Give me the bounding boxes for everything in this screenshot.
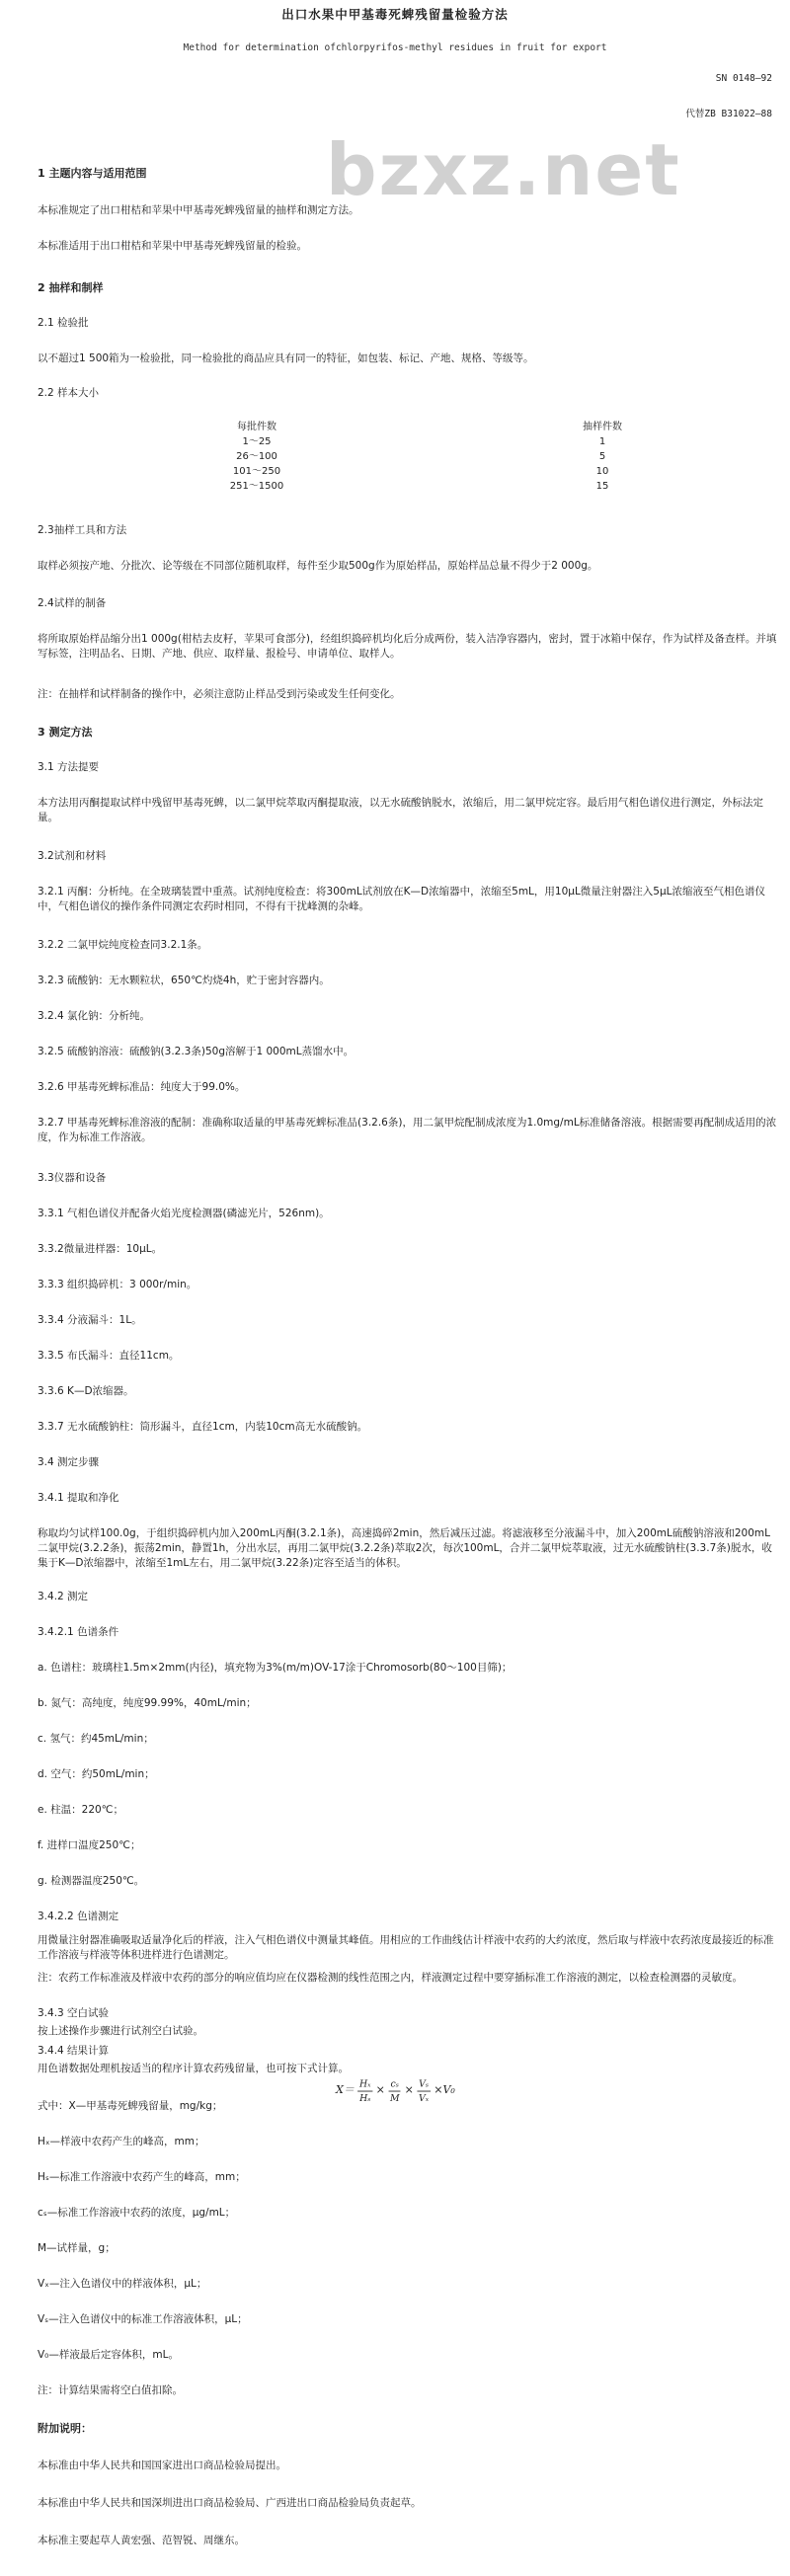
section-3-4-4-paragraph: 用色谱数据处理机按适当的程序计算农药残留量，也可按下式计算。 (38, 2063, 349, 2074)
formula-numerator: Hₓ (357, 2077, 372, 2091)
item-3-3-1: 3.3.1 气相色谱仪并配备火焰光度检测器(磷滤光片，526nm)。 (38, 1208, 330, 1219)
section-1-paragraph-1: 本标准规定了出口柑桔和苹果中甲基毒死蜱残留量的抽样和测定方法。 (38, 204, 359, 216)
section-2-1-heading: 2.1 检验批 (38, 317, 89, 329)
item-3-3-4: 3.3.4 分液漏斗：1L。 (38, 1314, 142, 1326)
table-header-cell: 抽样件数 (583, 422, 622, 432)
gc-condition-d: d. 空气：约50mL/min； (38, 1768, 155, 1780)
section-2-4-heading: 2.4试样的制备 (38, 597, 107, 609)
item-3-2-3: 3.2.3 硫酸钠：无水颗粒状，650℃灼烧4h，贮于密封容器内。 (38, 975, 330, 986)
section-3-4-3-heading: 3.4.3 空白试验 (38, 2007, 110, 2019)
formula-denominator: Hₛ (359, 2092, 371, 2104)
section-2-4-note: 注：在抽样和试样制备的操作中，必须注意防止样品受到污染或发生任何变化。 (38, 688, 401, 700)
formula-lhs: X＝ (336, 2083, 355, 2097)
where-vs: Vₛ—注入色谱仪中的标准工作溶液体积，μL； (38, 2313, 248, 2325)
where-m: M—试样量，g； (38, 2242, 116, 2254)
section-2-1-paragraph: 以不超过1 500箱为一检验批，同一检验批的商品应具有同一的特征，如包装、标记、产地、规格、等级等。 (38, 352, 534, 364)
section-1-heading: 1 主题内容与适用范围 (38, 167, 147, 180)
where-x: 式中：X—甲基毒死蜱残留量，mg/kg； (38, 2100, 223, 2112)
section-2-heading: 2 抽样和制样 (38, 281, 104, 294)
section-3-4-4-note: 注：计算结果需将空白值扣除。 (38, 2384, 183, 2396)
formula-numerator: cₛ (389, 2077, 401, 2091)
table-row (158, 480, 672, 495)
where-cs: cₛ—标准工作溶液中农药的浓度，μg/mL； (38, 2207, 236, 2219)
gc-condition-f: f. 进样口温度250℃； (38, 1839, 141, 1851)
where-hs: Hₛ—标准工作溶液中农药产生的峰高，mm； (38, 2171, 246, 2183)
where-vx: Vₓ—注入色谱仪中的样液体积，μL； (38, 2278, 207, 2290)
section-2-3-heading: 2.3抽样工具和方法 (38, 524, 127, 536)
item-3-2-7: 3.2.7 甲基毒死蜱标准溶液的配制：准确称取适量的甲基毒死蜱标准品(3.2.6条)，用二氯甲烷配制成浓度为1.0mg/mL标准储备溶液。根据需要再配制成适用的浓度，作为标准工作溶液。 (38, 1117, 777, 1144)
table-cell: 1～25 (242, 436, 272, 447)
gc-condition-a: a. 色谱柱：玻璃柱1.5m×2mm(内径)，填充物为3%(m/m)OV-17涂于Chromosorb(80～100目筛)； (38, 1662, 513, 1674)
table-row (158, 450, 672, 465)
section-3-heading: 3 测定方法 (38, 726, 93, 739)
gc-condition-c: c. 氢气：约45mL/min； (38, 1733, 154, 1745)
section-3-4-2-2-heading: 3.4.2.2 色谱测定 (38, 1911, 119, 1922)
section-2-4-paragraph: 将所取原始样品缩分出1 000g(柑桔去皮籽，苹果可食部分)，经组织捣碎机均化后分成两份，装入洁净容器内，密封，置于冰箱中保存，作为试样及备查样。并填写标签，注明品名、日期、产地、供应、取样量、报检号、申请单位、取样人。 (38, 633, 777, 661)
gc-condition-e: e. 柱温：220℃； (38, 1804, 123, 1816)
table-header-cell: 每批件数 (237, 422, 276, 432)
where-v0: V₀—样液最后定容体积，mL。 (38, 2349, 179, 2361)
document-title: 出口水果中甲基毒死蜱残留量检验方法 (281, 7, 509, 22)
section-3-2-heading: 3.2试剂和材料 (38, 850, 107, 862)
section-3-4-2-heading: 3.4.2 测定 (38, 1591, 89, 1602)
gc-condition-b: b. 氮气：高纯度，纯度99.99%，40mL/min； (38, 1697, 257, 1709)
appendix-line-1: 本标准由中华人民共和国国家进出口商品检验局提出。 (38, 2459, 286, 2471)
section-3-1-paragraph: 本方法用丙酮提取试样中残留甲基毒死蜱，以二氯甲烷萃取丙酮提取液，以无水硫酸钠脱水，浓缩后，用二氯甲烷定容。最后用气相色谱仪进行测定，外标法定量。 (38, 797, 763, 824)
item-3-3-3: 3.3.3 组织捣碎机：3 000r/min。 (38, 1279, 198, 1290)
formula-tail: ×V₀ (434, 2083, 455, 2097)
standard-number: SN 0148—92 (715, 73, 772, 84)
appendix-heading: 附加说明： (38, 2422, 92, 2435)
item-3-2-4: 3.2.4 氯化钠：分析纯。 (38, 1010, 151, 1022)
sample-size-table (158, 421, 672, 495)
appendix-line-3: 本标准主要起草人黄宏强、范智锐、周继东。 (38, 2535, 245, 2546)
replaces-standard: 代替ZB B31022—88 (685, 109, 772, 119)
section-3-4-heading: 3.4 测定步骤 (38, 1456, 100, 1468)
section-2-3-paragraph: 取样必须按产地、分批次、论等级在不同部位随机取样，每件至少取500g作为原始样品，原始样品总量不得少于2 000g。 (38, 560, 598, 572)
item-3-3-2: 3.3.2微量进样器：10μL。 (38, 1243, 163, 1255)
item-3-2-5: 3.2.5 硫酸钠溶液：硫酸钠(3.2.3条)50g溶解于1 000mL蒸馏水中。 (38, 1046, 355, 1057)
section-3-4-2-2-paragraph: 用微量注射器准确吸取适量净化后的样液，注入气相色谱仪中测量其峰值。用相应的工作曲线估计样液中农药的大约浓度，然后取与样液中农药浓度最接近的标准工作溶液与样液等体积进样进行色谱测定。 (38, 1934, 774, 1962)
gc-condition-g: g. 检测器温度250℃。 (38, 1875, 145, 1887)
item-3-2-1: 3.2.1 丙酮：分析纯。在全玻璃装置中重蒸。试剂纯度检查：将300mL试剂放在K—D浓缩器中，浓缩至5mL，用10μL微量注射器注入5μL浓缩液至气相色谱仪中，气相色谱仪的操作条件同测定农药时相同，不得有干扰峰测的杂峰。 (38, 886, 766, 913)
section-3-4-2-2-note: 注：农药工作标准液及样液中农药的部分的响应值均应在仪器检测的线性范围之内，样液测定过程中要穿插标准工作溶液的测定，以检查检测器的灵敏度。 (38, 1972, 743, 1984)
item-3-2-2: 3.2.2 二氯甲烷纯度检查同3.2.1条。 (38, 939, 208, 951)
section-3-4-1-paragraph: 称取均匀试样100.0g，于组织捣碎机内加入200mL丙酮(3.2.1条)，高速捣碎2min，然后减压过滤。将滤液移至分液漏斗中，加入200mL硫酸钠溶液和200mL二氯甲烷(3.2.2条)，振荡2min，静置1h，分出水层，再用二氯甲烷(3.2.2条)萃取2次，每次100mL，合并二氯甲烷萃取液，过无水硫酸钠柱(3.3.7条)脱水，收集于K—D浓缩器中，浓缩至1mL左右，用二氯甲烷(3.22条)定容至适当的体积。 (38, 1527, 772, 1570)
table-row (158, 465, 672, 480)
table-row (158, 435, 672, 450)
section-2-2-heading: 2.2 样本大小 (38, 387, 100, 399)
table-cell: 26～100 (236, 451, 277, 462)
document-subtitle: Method for determination ofchlorpyrifos-methyl residues in fruit for export (183, 42, 607, 53)
item-3-3-5: 3.3.5 布氏漏斗：直径11cm。 (38, 1350, 180, 1362)
section-3-4-1-heading: 3.4.1 提取和净化 (38, 1492, 119, 1504)
section-3-3-heading: 3.3仪器和设备 (38, 1172, 107, 1184)
section-1-paragraph-2: 本标准适用于出口柑桔和苹果中甲基毒死蜱残留量的检验。 (38, 240, 307, 252)
formula-times: × (375, 2083, 385, 2097)
item-3-3-7: 3.3.7 无水硫酸钠柱：筒形漏斗，直径1cm，内装10cm高无水硫酸钠。 (38, 1421, 368, 1433)
item-3-2-6: 3.2.6 甲基毒死蜱标准品：纯度大于99.0%。 (38, 1081, 246, 1093)
section-3-4-4-heading: 3.4.4 结果计算 (38, 2045, 110, 2057)
table-cell: 251～1500 (229, 481, 284, 492)
appendix-line-2: 本标准由中华人民共和国深圳进出口商品检验局、广西进出口商品检验局负责起草。 (38, 2497, 422, 2509)
formula-denominator: M (389, 2092, 400, 2104)
section-3-1-heading: 3.1 方法提要 (38, 761, 100, 773)
item-3-3-6: 3.3.6 K—D浓缩器。 (38, 1385, 134, 1397)
table-cell: 5 (598, 451, 606, 462)
section-3-4-2-1-heading: 3.4.2.1 色谱条件 (38, 1626, 119, 1638)
table-cell: 10 (595, 466, 609, 477)
formula-times: × (404, 2083, 414, 2097)
where-hx: Hₓ—样液中农药产生的峰高，mm； (38, 2136, 205, 2147)
formula-numerator: Vₛ (417, 2077, 430, 2091)
watermark: bzxz.net (326, 128, 681, 211)
table-cell: 1 (598, 436, 606, 447)
section-3-4-3-paragraph: 按上述操作步骤进行试剂空白试验。 (38, 2025, 203, 2037)
table-cell: 101～250 (232, 466, 281, 477)
table-header-row (158, 421, 672, 435)
formula-denominator: Vₓ (419, 2092, 430, 2104)
table-cell: 15 (595, 481, 609, 492)
